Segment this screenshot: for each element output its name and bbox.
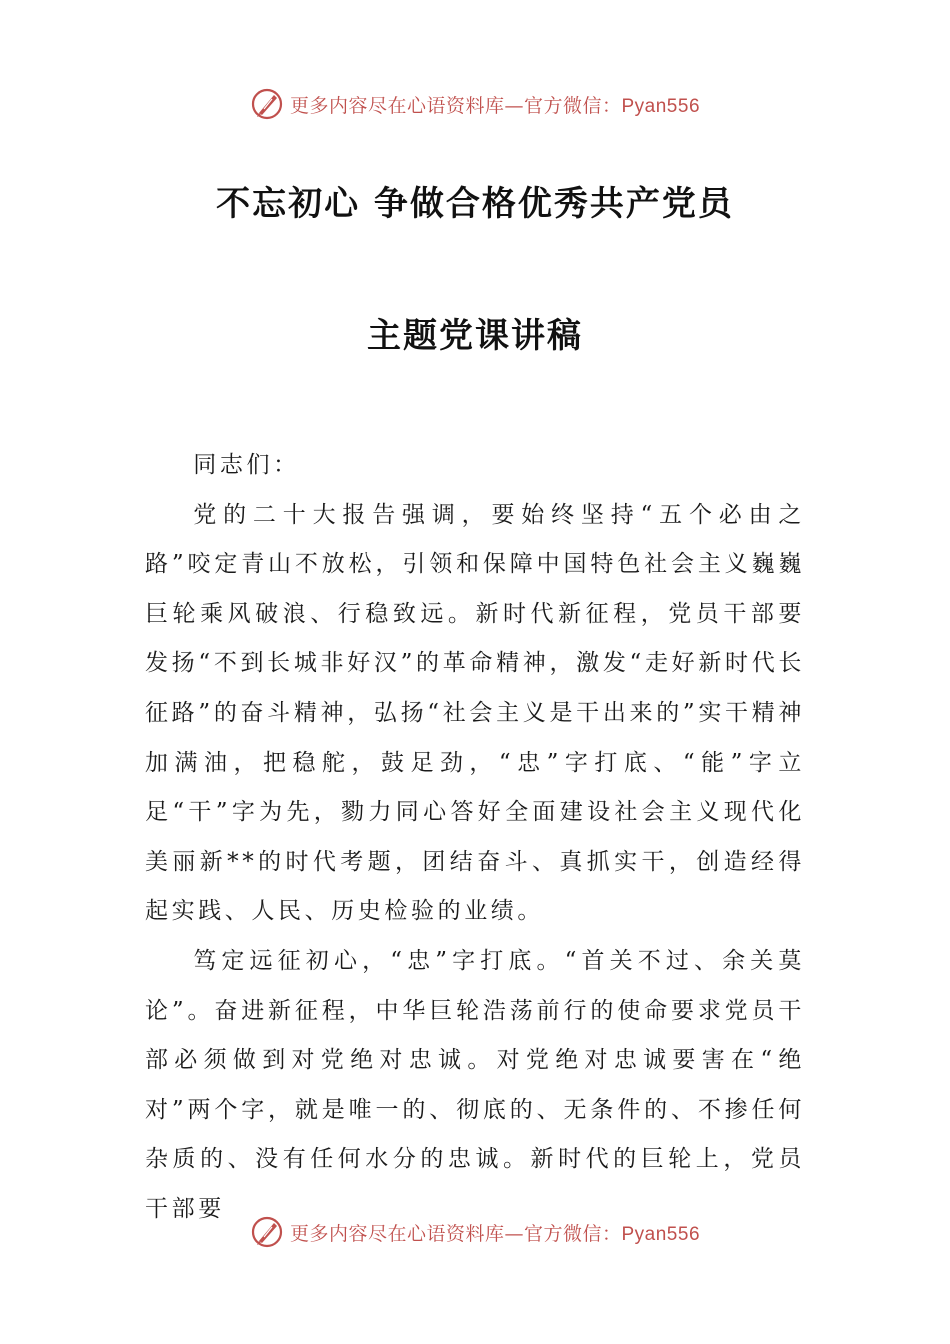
paragraph-1: 党的二十大报告强调，要始终坚持“五个必由之路”咬定青山不放松，引领和保障中国特色社会主义巍巍巨轮乘风破浪、行稳致远。新时代新征程，党员干部要发扬“不到长城非好汉”的革命精神，激发“走好新时代长征路”的奋斗精神，弘扬“社会主义是干出来的”实干精神加满油，把稳舵，鼓足劲，“忠”字打底、“能”字立足“干”字为先，勠力同心答好全面建设社会主义现代化美丽新**的时代考题，团结奋斗、真抓实干，创造经得起实践、人民、历史检验的业绩。 (145, 501, 805, 925)
wechat-id: Pyan556 (621, 95, 701, 117)
quill-pen-circle-icon (250, 87, 284, 121)
document-title-line1: 不忘初心 争做合格优秀共产党员 (216, 184, 734, 224)
paragraph-2: 笃定远征初心，“忠”字打底。“首关不过、余关莫论”。奋进新征程，中华巨轮浩荡前行的使命要求党员干部必须做到对党绝对忠诚。对党绝对忠诚要害在“绝对”两个字，就是唯一的、彻底的、无条件的、不掺任何杂质的、没有任何水分的忠诚。新时代的巨轮上，党员干部要 (145, 947, 805, 1222)
document-body (145, 441, 805, 1235)
salutation: 同志们： (193, 452, 300, 478)
watermark-banner-top (0, 84, 950, 124)
wechat-id: Pyan556 (621, 1223, 701, 1245)
watermark-banner-bottom (0, 1212, 950, 1252)
document-title-line2: 主题党课讲稿 (367, 316, 583, 356)
watermark-text: 更多内容尽在心语资料库—官方微信：Pyan556 (289, 1222, 701, 1245)
watermark-text: 更多内容尽在心语资料库—官方微信：Pyan556 (289, 94, 701, 117)
quill-pen-circle-icon (250, 1215, 284, 1249)
